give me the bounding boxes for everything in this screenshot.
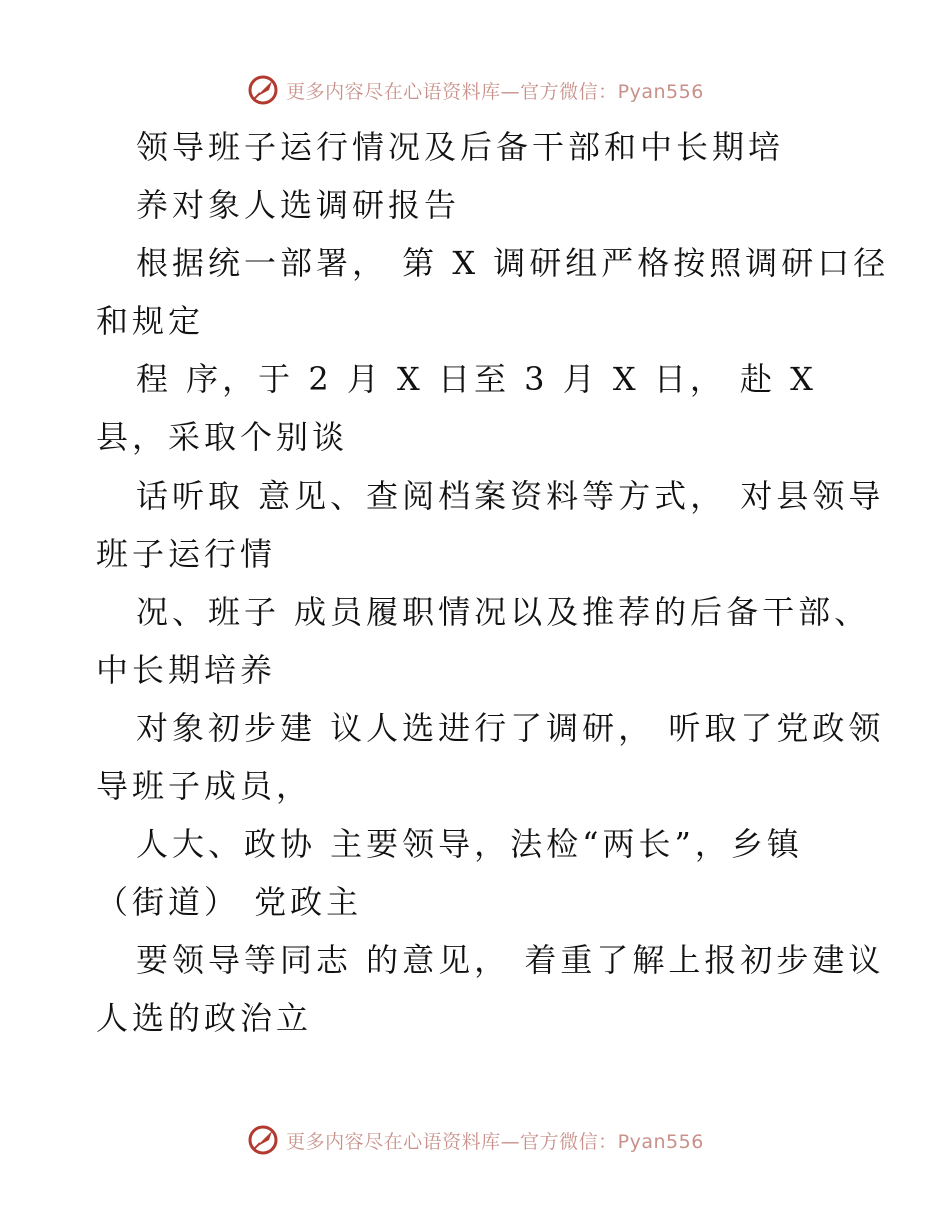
watermark-text: 更多内容尽在心语资料库—官方微信：Pyan556 — [286, 1130, 704, 1153]
text-line: 对象初步建 议人选进行了调研， 听取了党政领 — [136, 708, 885, 747]
text-line: 根据统一部署， 第 X 调研组严格按照调研口径 — [136, 244, 890, 283]
quill-logo-icon — [246, 73, 280, 107]
text-line: 况、班子 成员履职情况以及推荐的后备干部、 — [136, 592, 871, 631]
quill-logo-icon — [246, 1123, 280, 1157]
watermark-header — [0, 70, 950, 110]
text-line: （街道） 党政主 — [96, 883, 363, 922]
text-line: 领导班子运行情况及后备干部和中长期培 — [136, 128, 785, 166]
text-line: 话听取 意见、查阅档案资料等方式， 对县领导 — [136, 476, 885, 515]
watermark-footer — [0, 1120, 950, 1160]
text-line: 要领导等同志 的意见， 着重了解上报初步建议 — [136, 941, 885, 980]
text-line: 县，采取个别谈 — [96, 418, 349, 457]
text-line: 程 序，于 2 月 X 日至 3 月 X 日， 赴 X — [136, 360, 817, 399]
watermark-text: 更多内容尽在心语资料库—官方微信：Pyan556 — [286, 80, 704, 103]
text-line: 导班子成员， — [96, 767, 313, 806]
text-line: 中长期培养 — [96, 650, 277, 689]
text-line: 养对象人选调研报告 — [136, 186, 461, 225]
text-line: 和规定 — [96, 302, 205, 341]
text-line: 人选的政治立 — [96, 999, 313, 1038]
text-line: 班子运行情 — [96, 534, 277, 573]
text-line: 人大、政协 主要领导，法检“两长”，乡镇 — [136, 825, 803, 864]
document-body — [96, 118, 890, 1048]
